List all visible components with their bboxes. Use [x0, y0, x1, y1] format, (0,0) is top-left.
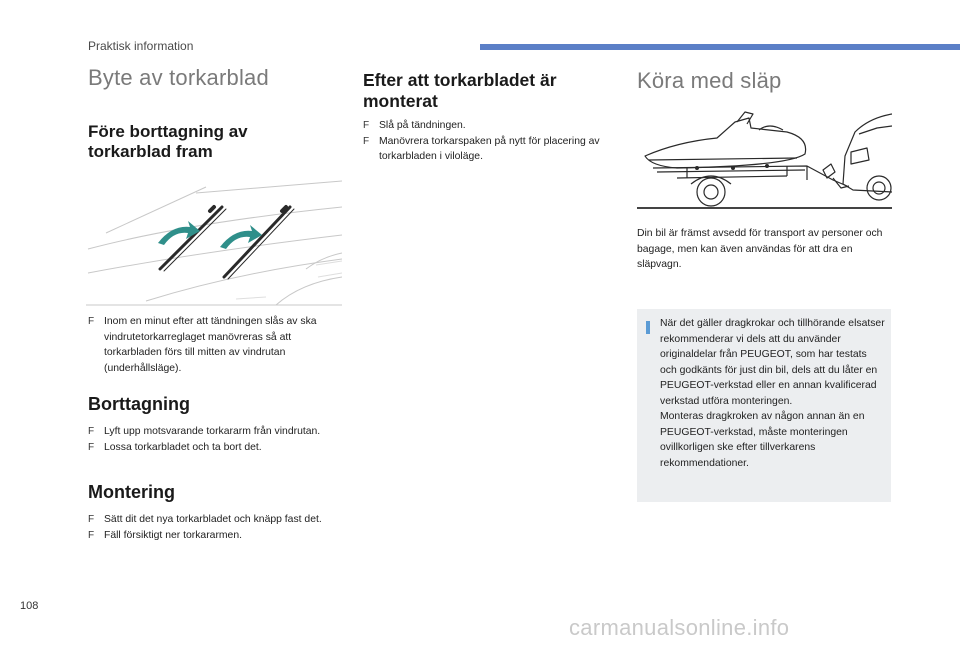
mount-bullet-list: [88, 512, 342, 543]
windshield-wiper-illustration: [86, 173, 342, 309]
after-mount-bullet-item: F Manövrera torkarspaken på nytt för placering av torkarbladen i viloläge.: [363, 135, 600, 162]
removal-bullet-item: F Lyft upp motsvarande torkararm från vindrutan.: [88, 426, 321, 437]
towing-intro: Din bil är främst avsedd för transport av personer och bagage, men kan även användas för att dra en släpvagn.: [637, 228, 883, 270]
page-title-wiper: Byte av torkarblad: [88, 65, 269, 90]
removal-bullet-list: [88, 424, 342, 455]
info-note-box: [637, 309, 891, 502]
page-number: 108: [20, 600, 39, 612]
after-mount-bullet-list: [363, 118, 603, 165]
subtitle-before-removal: Före borttagning av torkarblad fram: [88, 122, 248, 161]
heading-after-mounting: Efter att torkarbladet är monterat: [363, 70, 557, 111]
intro-bullet-item: F Inom en minut efter att tändningen slås av ska vindrutetorkarreglaget manövreras så att torkarbladen förs till mitten av vindrutan (underhållsläge).: [88, 316, 317, 374]
removal-bullet-item: F Lossa torkarbladet och ta bort det.: [88, 441, 262, 453]
page-title-towing: Köra med släp: [637, 68, 782, 93]
watermark: carmanualsonline.info: [569, 615, 790, 640]
intro-bullet-list: [88, 314, 342, 376]
info-note-text: [660, 316, 886, 471]
after-mount-bullet-item: F Slå på tändningen.: [363, 120, 466, 131]
info-note-paragraph: Monteras dragkroken av någon annan än en PEUGEOT-verkstad, måste monteringen ovillkorligen ske efter tillverkarens rekommendationer.: [660, 411, 865, 469]
heading-mounting: Montering: [88, 482, 175, 502]
trailer-towing-illustration: [637, 108, 892, 212]
mount-bullet-item: F Sätt dit det nya torkarbladet och knäpp fast det.: [88, 514, 322, 525]
heading-removal: Borttagning: [88, 394, 190, 414]
section-label: Praktisk information: [88, 39, 194, 53]
bullet-marker: F: [88, 316, 95, 327]
mount-bullet-item: F Fäll försiktigt ner torkararmen.: [88, 529, 243, 541]
info-note-paragraph: När det gäller dragkrokar och tillhörande elsatser rekommenderar vi dels att du använder originaldelar från PEUGEOT, som har testats och godkänts för just din bil, dels att du låter en PEUGEOT-verkstad eller en annan kvalificerad verkstad utföra monteringen.: [660, 318, 885, 407]
section-accent-bar: [480, 44, 960, 50]
